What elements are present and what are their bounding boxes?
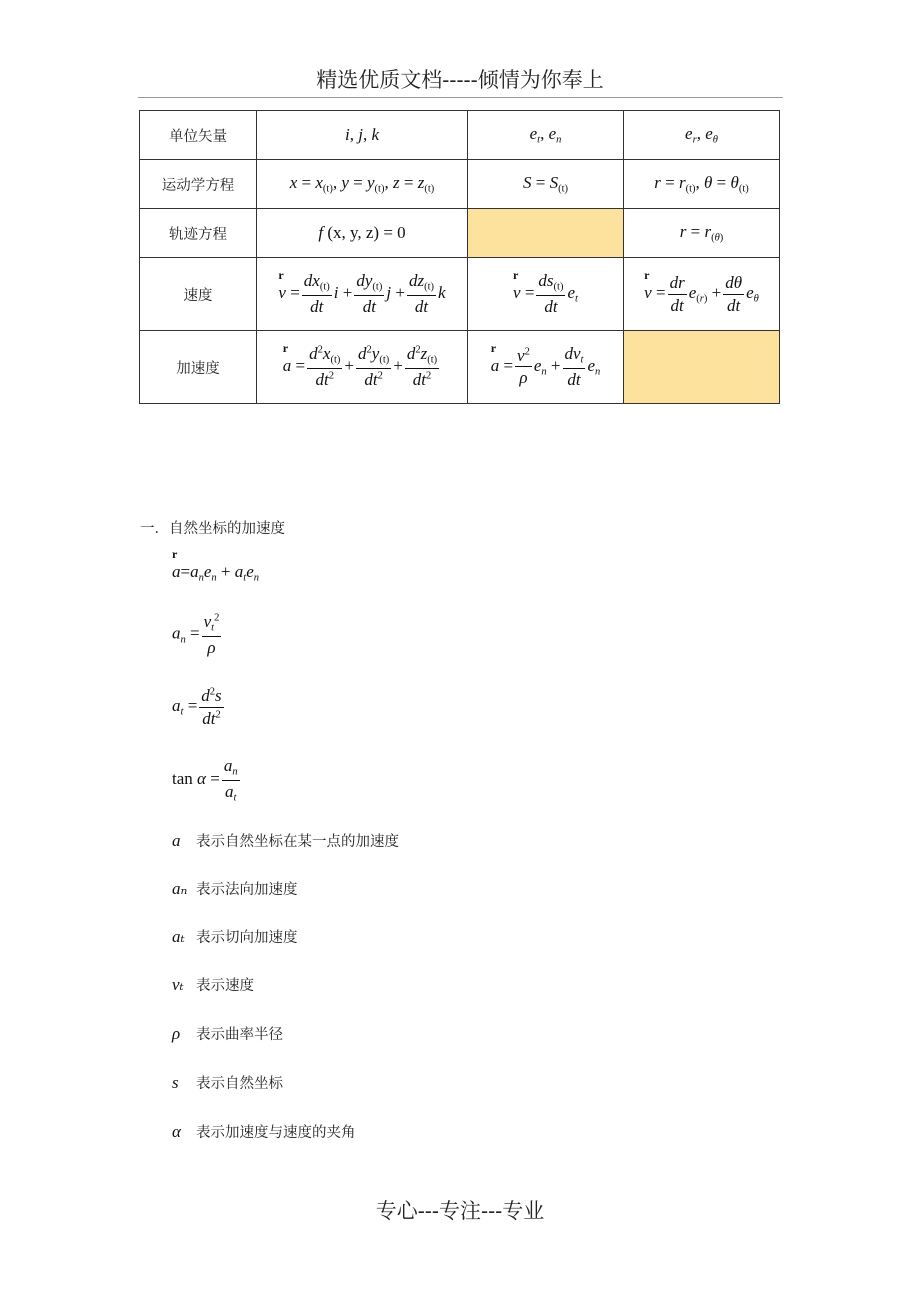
formula-cartesian-trajectory: f (x, y, z) = 0 xyxy=(318,223,406,242)
row-label-unit-vector: 单位矢量 xyxy=(140,111,257,160)
cell-natural-acceleration xyxy=(468,331,624,404)
formula-polar-velocity: r v = $\frac{dr}{dt}$ $e_{(r)}$ + $\frac{d\theta}{dt}$ $e_\theta$ xyxy=(644,283,759,302)
cell-cartesian-kinematic-equation xyxy=(257,160,468,209)
cell-cartesian-trajectory xyxy=(257,209,468,258)
definition-row-tangential-acceleration xyxy=(172,926,298,947)
cell-polar-velocity xyxy=(624,258,780,331)
formula-natural-kinematic-equation: $S = S_{(t)}$ xyxy=(522,173,569,195)
cell-natural-trajectory-empty xyxy=(468,209,624,258)
definition-symbol: a xyxy=(172,831,181,850)
section-title: 一．自然坐标的加速度 xyxy=(140,521,285,537)
definition-row-normal-acceleration xyxy=(172,878,298,899)
formula-natural-acceleration-vector: r $a=a_ne_n + a_te_n$ xyxy=(172,562,259,584)
cell-natural-unit-vector xyxy=(468,111,624,160)
cell-polar-trajectory xyxy=(624,209,780,258)
cell-polar-acceleration-empty xyxy=(624,331,780,404)
definition-row-angle xyxy=(172,1121,356,1142)
cell-natural-kinematic-equation xyxy=(468,160,624,209)
definition-text: 表示加速度与速度的夹角 xyxy=(196,1125,356,1141)
definition-symbol: α xyxy=(172,1122,181,1141)
formula-tan-alpha: tan α = $\frac{a_n}{a_t}$ xyxy=(172,756,238,804)
table-row xyxy=(140,111,780,160)
cell-cartesian-acceleration xyxy=(257,331,468,404)
definition-text: 表示速度 xyxy=(196,978,254,994)
definition-row-natural-coordinate xyxy=(172,1072,283,1093)
page-header: 精选优质文档-----倾情为你奉上 xyxy=(316,68,604,92)
definition-symbol: aₙ xyxy=(172,879,188,898)
definition-text: 表示切向加速度 xyxy=(196,930,298,946)
definition-symbol: aₜ xyxy=(172,927,185,946)
definition-symbol: s xyxy=(172,1073,179,1092)
cell-cartesian-velocity xyxy=(257,258,468,331)
definition-row-velocity xyxy=(172,974,254,995)
formula-tangential-acceleration: $a_t$ = $\frac{d^2s}{dt^2}$ xyxy=(172,686,222,728)
definition-row-acceleration xyxy=(172,830,399,851)
cell-polar-unit-vector xyxy=(624,111,780,160)
definition-row-curvature-radius xyxy=(172,1023,283,1044)
table-row xyxy=(140,331,780,404)
formula-natural-acceleration: r a = $\frac{v^2}{\rho}$ $e_n$ + $\frac{dv_t}{dt}$ $e_n$ xyxy=(491,356,601,375)
row-label-trajectory-equation: 轨迹方程 xyxy=(140,209,257,258)
page-footer: 专心---专注---专业 xyxy=(375,1199,545,1223)
table-row xyxy=(140,160,780,209)
formula-polar-kinematic-equation: $r = r_{(t)}$, $\theta = \theta_{(t)}$ xyxy=(654,173,749,195)
row-label-acceleration: 加速度 xyxy=(140,331,257,404)
definition-text: 表示法向加速度 xyxy=(196,882,298,898)
formula-cartesian-kinematic-equation: $x = x_{(t)}$, $y = y_{(t)}$, $z = z_{(t)}$ xyxy=(289,173,435,195)
table-row xyxy=(140,258,780,331)
definition-text: 表示自然坐标 xyxy=(196,1076,283,1092)
formula-polar-trajectory: $r = r_{(\theta)}$ xyxy=(679,222,724,244)
cell-natural-velocity xyxy=(468,258,624,331)
row-label-kinematic-equation: 运动学方程 xyxy=(140,160,257,209)
cell-cartesian-unit-vector xyxy=(257,111,468,160)
formula-cartesian-unit-vectors: i, j, k xyxy=(344,125,379,144)
row-label-velocity: 速度 xyxy=(140,258,257,331)
formula-polar-unit-vectors: $e_r$, $e_\theta$ xyxy=(685,124,718,146)
formula-cartesian-acceleration: r a = $\frac{d^2x_{(t)}}{dt^2}$ + $\frac{d^2y_{(t)}}{dt^2}$ + $\frac{d^2z_{(t)}}{dt^2}$ xyxy=(283,356,441,375)
header-rule xyxy=(138,97,783,98)
formula-natural-velocity: r v = $\frac{ds_{(t)}}{dt}$ $e_t$ xyxy=(513,283,578,302)
kinematics-table xyxy=(139,110,780,404)
formula-normal-acceleration: $a_n$ = $\frac{v_t^2}{\rho}$ xyxy=(172,612,220,657)
definition-symbol: ρ xyxy=(172,1024,181,1043)
definition-text: 表示自然坐标在某一点的加速度 xyxy=(196,834,399,850)
table-row xyxy=(140,209,780,258)
formula-cartesian-velocity: r v = $\frac{dx_{(t)}}{dt}$ i + $\frac{dy_{(t)}}{dt}$ j + $\frac{dz_{(t)}}{dt}$ k xyxy=(278,283,445,302)
definition-symbol: vₜ xyxy=(172,975,184,994)
formula-natural-unit-vectors: $e_t$, $e_n$ xyxy=(529,124,562,146)
definition-text: 表示曲率半径 xyxy=(196,1027,283,1043)
cell-polar-kinematic-equation xyxy=(624,160,780,209)
